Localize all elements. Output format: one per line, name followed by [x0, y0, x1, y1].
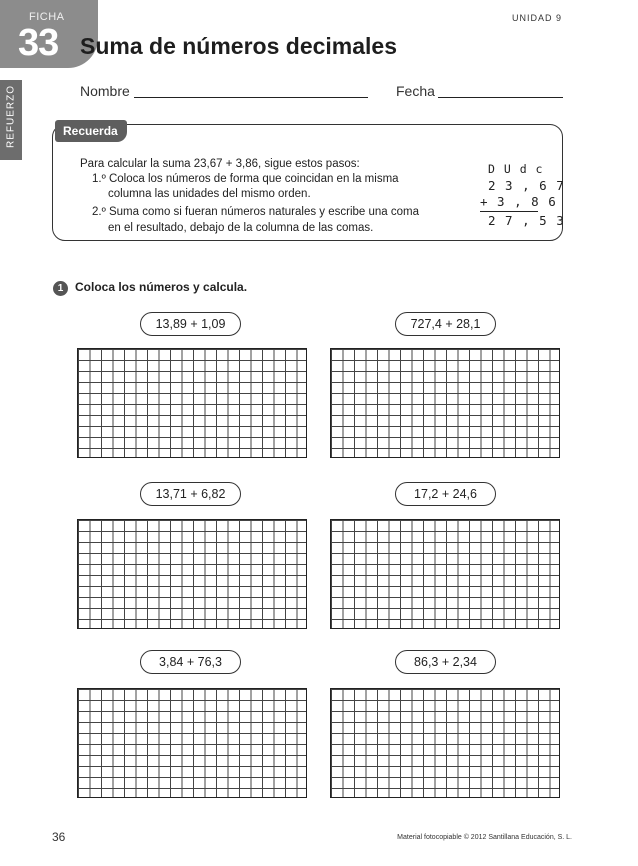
answer-grid[interactable] — [77, 519, 307, 629]
sum-line — [480, 211, 538, 212]
operation-pill: 13,71 + 6,82 — [140, 482, 241, 506]
answer-grid[interactable] — [330, 519, 560, 629]
page-title: Suma de números decimales — [80, 33, 398, 59]
recuerda-step2-line2: en el resultado, debajo de la columna de las comas. — [108, 222, 374, 234]
example-addend-2: + 3 , 8 6 — [480, 194, 557, 209]
operation-pill: 86,3 + 2,34 — [395, 650, 496, 674]
ficha-label: FICHA — [29, 11, 65, 23]
recuerda-step1-line1: 1.º Coloca los números de forma que coincidan en la misma — [92, 173, 399, 185]
date-label: Fecha — [396, 83, 435, 99]
recuerda-step1-line2: columna las unidades del mismo orden. — [108, 188, 311, 200]
date-field[interactable] — [438, 97, 563, 98]
example-addend-1: 2 3 , 6 7 — [488, 178, 565, 193]
copyright-notice: Material fotocopiable © 2012 Santillana Educación, S. L. — [397, 834, 572, 841]
name-label: Nombre — [80, 83, 130, 99]
ficha-number: 33 — [18, 22, 59, 64]
answer-grid[interactable] — [330, 688, 560, 798]
recuerda-tab: Recuerda — [55, 120, 127, 142]
name-field[interactable] — [134, 97, 368, 98]
example-result: 2 7 , 5 3 — [488, 213, 565, 228]
exercise-instruction: Coloca los números y calcula. — [75, 280, 248, 294]
recuerda-step2-line1: 2.º Suma como si fueran números naturales y escribe una coma — [92, 206, 419, 218]
answer-grid[interactable] — [77, 348, 307, 458]
unit-label: UNIDAD 9 — [511, 13, 562, 23]
answer-grid[interactable] — [77, 688, 307, 798]
place-value-header: D U d c — [488, 162, 544, 176]
exercise-number: 1 — [53, 281, 68, 296]
answer-grid[interactable] — [330, 348, 560, 458]
page-number: 36 — [52, 830, 66, 844]
recuerda-intro: Para calcular la suma 23,67 + 3,86, sigue estos pasos: — [80, 158, 360, 170]
operation-pill: 3,84 + 76,3 — [140, 650, 241, 674]
refuerzo-label: REFUERZO — [5, 85, 17, 148]
operation-pill: 13,89 + 1,09 — [140, 312, 241, 336]
operation-pill: 727,4 + 28,1 — [395, 312, 496, 336]
operation-pill: 17,2 + 24,6 — [395, 482, 496, 506]
